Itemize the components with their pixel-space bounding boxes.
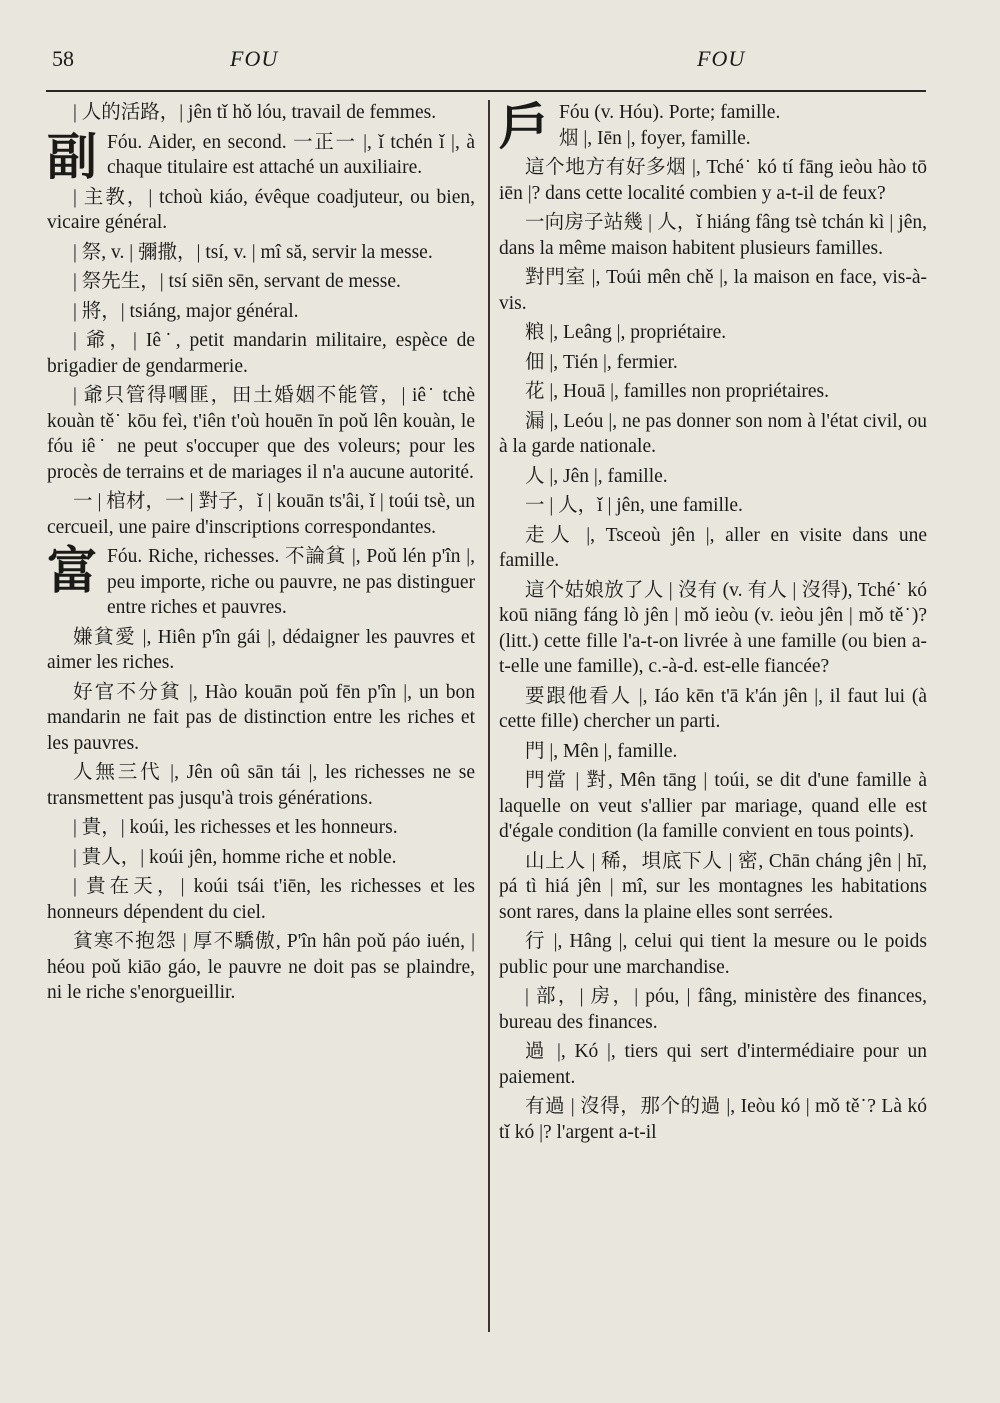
page-header	[0, 44, 1000, 80]
sub-entry	[499, 265, 927, 316]
entry-text: 嫌貧愛 |, Hiên p'în gái |, dédaigner les pauvres et aimer les riches.	[47, 626, 480, 673]
entry-text: 好官不分貧 |, Hào kouān poǔ fēn p'în |, un bon mandarin ne fait pas de distinction entre les riches et les pauvres.	[47, 681, 480, 754]
entry-text: 行 |, Hâng |, celui qui tient la mesure ou le poids public pour une marchandise.	[499, 931, 932, 978]
headword-character: 副	[47, 127, 97, 186]
headword-character: 富	[47, 542, 97, 600]
left-column	[47, 100, 480, 1010]
sub-entry	[499, 929, 932, 980]
sub-entry	[499, 409, 932, 460]
sub-entry	[47, 100, 475, 126]
entry-text: | 爺，| Iê˙, petit mandarin militaire, espèce de brigadier de gendarmerie.	[47, 330, 480, 377]
running-head-right: FOU	[697, 46, 746, 71]
sub-entry	[47, 680, 480, 757]
entry-text: | 貴，| koúi, les richesses et les honneurs.	[73, 817, 398, 838]
sub-entry	[47, 299, 475, 325]
sub-entry	[499, 464, 927, 490]
headword-entry	[499, 98, 927, 156]
page-number: 58	[52, 46, 74, 71]
sub-entry	[499, 684, 932, 735]
sub-entry	[499, 984, 932, 1035]
column-divider	[488, 100, 490, 1332]
entry-text: Fóu (v. Hóu). Porte; famille. 烟 |, Iēn |, foyer, famille.	[559, 102, 781, 149]
entry-text: 對門室 |, Toúi mên chě |, la maison en face, vis-à-vis.	[499, 267, 927, 314]
sub-entry	[47, 240, 475, 266]
entry-text: | 貴人，| koúi jên, homme riche et noble.	[73, 846, 397, 868]
entry-text: 這个姑娘放了人 | 沒有 (v. 有人 | 沒得), Tché˙ kó koū niāng fáng lò jên | mǒ ieòu (v. ieòu jên | mǒ tě˙)? (litt.) cette fille l'a-t-on livrée à une famille (ou bien a-t-elle une famille), c.-à-d. est-elle fiancée?	[499, 579, 932, 677]
entry-text: 粮 |, Leâng |, propriétaire.	[525, 322, 727, 343]
sub-entry	[499, 320, 927, 346]
sub-entry	[499, 155, 932, 206]
sub-entry	[47, 929, 480, 1006]
running-head-left: FOU	[230, 46, 279, 71]
entry-text: 漏 |, Leóu |, ne pas donner son nom à l'état civil, ou à la garde nationale.	[499, 410, 932, 457]
entry-text: 一 | 棺材，一 | 對子，ǐ | kouān ts'âi, ǐ | toúi tsè, un cercueil, une paire d'inscriptions correspondantes.	[47, 491, 480, 538]
sub-entry	[499, 210, 932, 261]
entry-text: 門 |, Mên |, famille.	[525, 740, 678, 762]
sub-entry	[47, 625, 480, 676]
entry-text: 佃 |, Tién |, fermier.	[525, 351, 678, 373]
entry-text: 要跟他看人 |, Iáo kēn t'ā k'án jên |, il faut lui (à cette fille) chercher un parti.	[499, 685, 932, 732]
entry-text: Fóu. Aider, en second. 一正一 |, ǐ tchén ǐ |, à chaque titulaire est attaché un auxiliaire.	[107, 131, 480, 178]
headword-entry	[47, 127, 480, 186]
sub-entry	[47, 185, 480, 236]
sub-entry	[499, 379, 927, 405]
entry-text: Fóu. Riche, richesses. 不論貧 |, Poǔ lén p'în |, peu importe, riche ou pauvre, ne pas distinguer entre riches et pauvres.	[107, 546, 480, 618]
headword-entry	[47, 542, 480, 621]
sub-entry	[499, 523, 932, 574]
entry-text: 花 |, Houā |, familles non propriétaires.	[525, 381, 830, 402]
entry-text: 貧寒不抱怨 | 厚不驕傲, P'în hân poǔ páo iuén, | héou poǔ kiāo gáo, le pauvre ne doit pas se plaindre, ni le riche s'enorgueillir.	[47, 931, 480, 1003]
entry-text: 一向房子站幾 | 人，ǐ hiáng fâng tsè tchán kì | jên, dans la même maison habitent plusieurs familles.	[499, 212, 932, 259]
header-rule	[46, 90, 926, 92]
entry-text: | 祭, v. | 彌撒，| tsí, v. | mî să, servir la messe.	[73, 241, 433, 263]
sub-entry	[499, 1039, 932, 1090]
sub-entry	[47, 760, 480, 811]
entry-text: | 將，| tsiáng, major général.	[73, 300, 299, 322]
entry-text: | 人的活路，| jên tǐ hǒ lóu, travail de femmes.	[73, 102, 437, 123]
sub-entry	[47, 489, 480, 540]
sub-entry	[499, 849, 932, 926]
entry-text: | 爺只管得嘓匪，田土婚姻不能管，| iê˙ tchè kouàn tě˙ kōu feì, t'iên t'où houēn īn poǔ lên kouàn, le fóu iê˙ ne peut s'occuper que des voleurs; pour les procès de terrains et de mariages il n'a aucune autorité.	[47, 385, 480, 483]
entry-text: | 祭先生，| tsí siēn sēn, servant de messe.	[73, 271, 401, 292]
sub-entry	[499, 739, 927, 765]
entry-text: 有過 | 沒得，那个的過 |, Ieòu kó | mǒ tě˙? Là kó tǐ kó |? l'argent a-t-il	[499, 1096, 932, 1143]
entry-text: 人無三代 |, Jên oû sān tái |, les richesses ne se transmettent pas jusqu'à trois générations.	[47, 762, 480, 809]
entry-text: 山上人 | 稀，垻底下人 | 密, Chān cháng jên | hī, pá tì hiá jên | mî, sur les montagnes les habitations sont rares, dans la plaine elles sont serrées.	[499, 850, 932, 923]
right-column	[499, 98, 932, 1149]
sub-entry	[499, 578, 932, 680]
sub-entry	[47, 874, 480, 925]
entry-text: | 部，| 房，| póu, | fâng, ministère des finances, bureau des finances.	[499, 986, 932, 1033]
sub-entry	[47, 328, 480, 379]
sub-entry	[499, 350, 927, 376]
sub-entry	[47, 845, 475, 871]
entry-text: 走人 |, Tsceoù jên |, aller en visite dans une famille.	[499, 524, 932, 571]
headword-character: 戶	[499, 98, 549, 156]
entry-text: 門當 | 對, Mên tāng | toúi, se dit d'une famille à laquelle on veut s'allier par mariage, quand elle est d'égale condition (la famille convient en tous points).	[499, 770, 932, 842]
entry-text: 一 | 人，ǐ | jên, une famille.	[525, 495, 743, 516]
entry-text: 人 |, Jên |, famille.	[525, 465, 668, 487]
sub-entry	[499, 768, 932, 845]
entry-text: 這个地方有好多烟 |, Tché˙ kó tí fāng ieòu hào tō iēn |? dans cette localité combien y a-t-il de feux?	[499, 157, 932, 204]
sub-entry	[47, 815, 475, 841]
sub-entry	[499, 493, 927, 519]
entry-text: 過 |, Kó |, tiers qui sert d'intermédiaire pour un paiement.	[499, 1041, 932, 1088]
sub-entry	[47, 383, 480, 485]
entry-text: | 貴在天，| koúi tsái t'iēn, les richesses et les honneurs dépendent du ciel.	[47, 876, 480, 923]
entry-text: | 主教，| tchoù kiáo, évêque coadjuteur, ou bien, vicaire général.	[47, 186, 480, 233]
sub-entry	[47, 269, 475, 295]
sub-entry	[499, 1094, 932, 1145]
